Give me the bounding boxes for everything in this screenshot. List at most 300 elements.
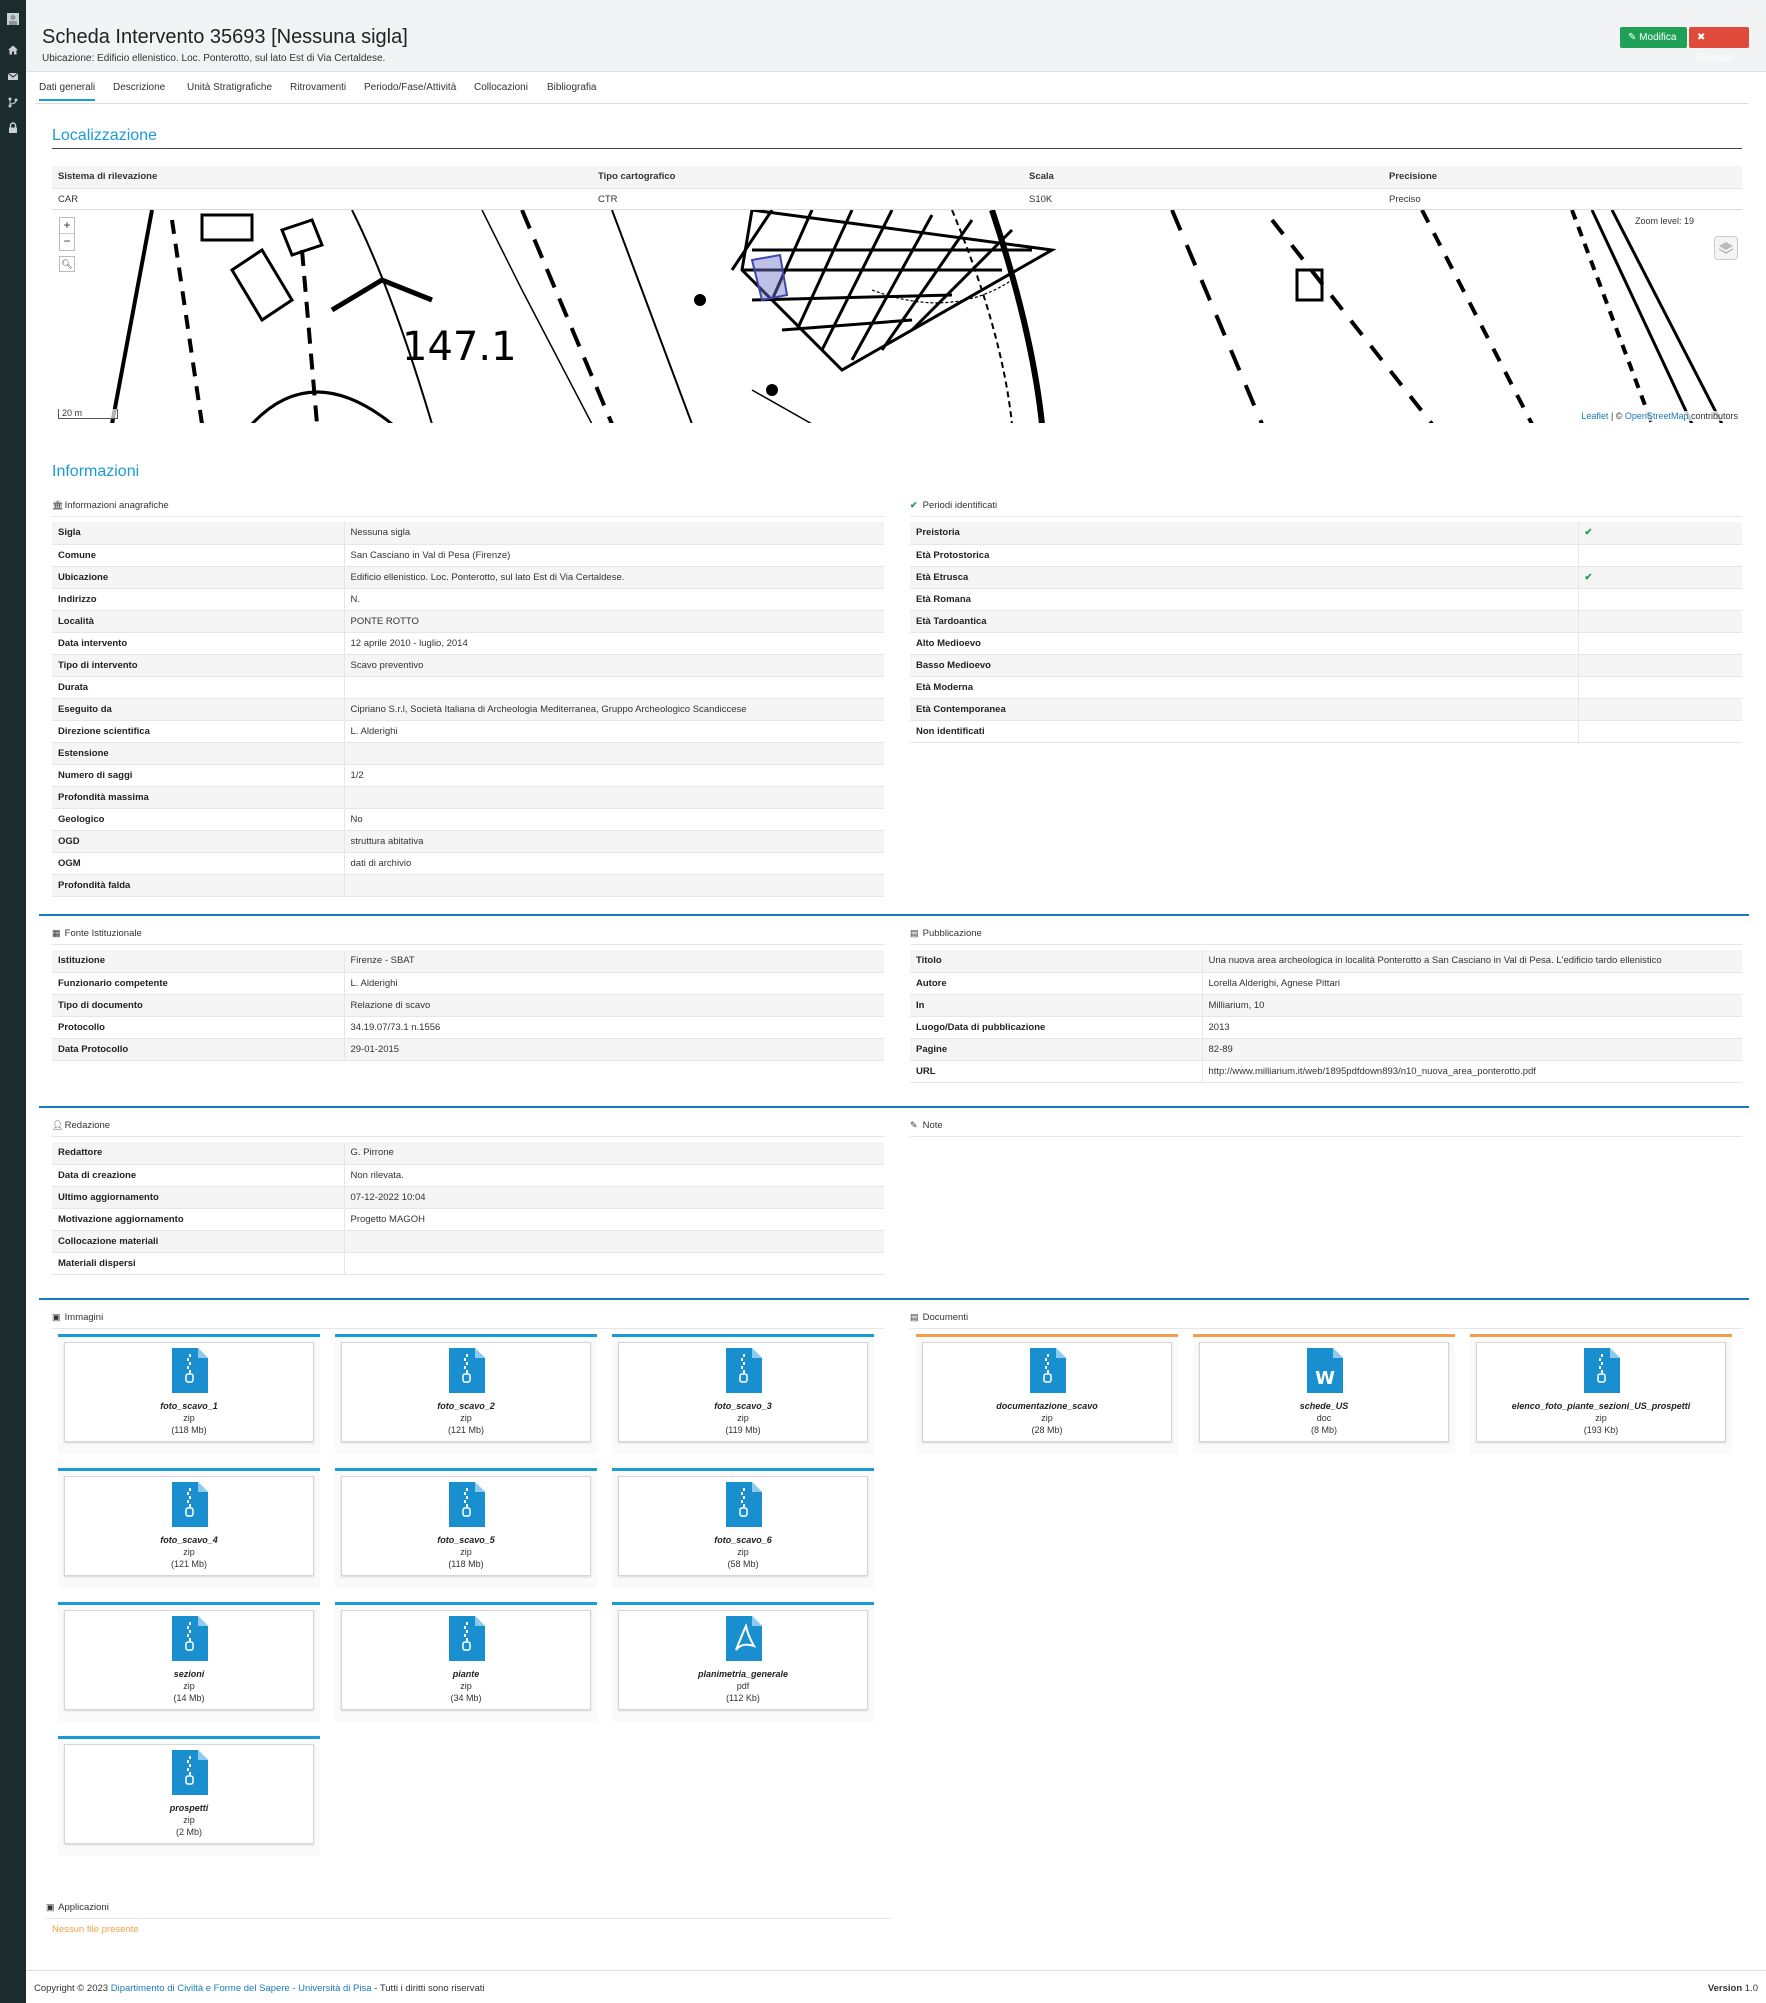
row-value: struttura abitativa (344, 830, 884, 852)
table-row (52, 1038, 884, 1060)
row-label: Geologico (52, 808, 344, 830)
row-label: Direzione scientifica (52, 720, 344, 742)
table-row (52, 808, 884, 830)
row-value: 2013 (1202, 1016, 1742, 1038)
table-row (910, 632, 1742, 654)
user-avatar-icon[interactable] (6, 12, 20, 26)
row-label: Indirizzo (52, 588, 344, 610)
panel-title: Informazioni anagrafiche (64, 500, 169, 511)
tab-bar (35, 74, 1749, 104)
pdf-file-icon (726, 1616, 762, 1661)
file-name: documentazione_scavo (996, 1401, 1098, 1411)
row-value (344, 786, 884, 808)
file-extension: zip (1595, 1413, 1607, 1423)
row-label: Eseguito da (52, 698, 344, 720)
file-name: sezioni (173, 1669, 205, 1679)
row-label: Motivazione aggiornamento (52, 1208, 344, 1230)
file-download-link[interactable] (341, 1476, 591, 1576)
period-check (1578, 588, 1742, 610)
file-extension: zip (737, 1413, 749, 1423)
panel-title: Redazione (64, 1120, 111, 1131)
table-row (910, 566, 1742, 588)
file-name: foto_scavo_1 (160, 1401, 218, 1411)
file-download-link[interactable] (341, 1342, 591, 1442)
remove-button-label: Rimuovi (1697, 53, 1734, 64)
svg-text:W: W (1315, 1368, 1335, 1389)
row-label: Autore (910, 972, 1202, 994)
table-row (910, 544, 1742, 566)
attribution-separator: | © (1608, 411, 1625, 421)
row-value: dati di archivio (344, 852, 884, 874)
row-value: No (344, 808, 884, 830)
version-number: 1.0 (1744, 1983, 1758, 1994)
close-icon: ✖ (1697, 32, 1706, 43)
row-label: Pagine (910, 1038, 1202, 1060)
table-row (52, 874, 884, 896)
file-extension: pdf (736, 1681, 750, 1691)
zip-file-icon (172, 1750, 208, 1795)
home-icon[interactable] (6, 44, 20, 58)
row-value (344, 742, 884, 764)
table-row (52, 1230, 884, 1252)
row-label: Età Contemporanea (910, 698, 1578, 720)
table-cell: S10K (1023, 188, 1383, 210)
fonte-table (52, 950, 884, 1061)
zip-file-icon (449, 1616, 485, 1661)
table-row (52, 566, 884, 588)
file-size: (119 Mb) (725, 1425, 761, 1435)
image-icon: ▣ (52, 1312, 61, 1322)
file-size: (118 Mb) (448, 1559, 484, 1569)
file-card (335, 1468, 597, 1588)
book-icon: ▤ (910, 928, 919, 938)
file-download-link[interactable] (618, 1610, 868, 1710)
file-size: (121 Mb) (170, 1559, 207, 1569)
map-search-icon[interactable]: 🔍︎ (59, 256, 75, 272)
file-download-link[interactable] (64, 1610, 314, 1710)
mail-icon[interactable] (6, 70, 20, 84)
file-name: foto_scavo_6 (714, 1535, 772, 1545)
file-download-link[interactable] (1476, 1342, 1726, 1442)
row-label: Istituzione (52, 950, 344, 972)
anagrafica-header (52, 500, 884, 517)
tab-descrizione[interactable]: Descrizione (113, 82, 166, 93)
col-header: Sistema di rilevazione (52, 166, 592, 188)
file-name: planimetria_generale (697, 1669, 789, 1679)
zip-file-icon (172, 1616, 208, 1661)
panel-title: Periodi identificati (922, 500, 998, 511)
period-check (1578, 544, 1742, 566)
row-label: Funzionario competente (52, 972, 344, 994)
sidebar (0, 0, 26, 2003)
file-download-link[interactable] (64, 1744, 314, 1844)
edit-icon: ✎ (1628, 32, 1640, 43)
table-row (52, 1186, 884, 1208)
table-row (52, 1016, 884, 1038)
file-name: foto_scavo_5 (437, 1535, 495, 1545)
file-download-link[interactable] (618, 1476, 868, 1576)
zip-file-icon (1584, 1348, 1620, 1393)
periodi-table (910, 522, 1742, 743)
row-label: Basso Medioevo (910, 654, 1578, 676)
row-label: Non identificati (910, 720, 1578, 742)
immagini-header (52, 1312, 884, 1329)
row-label: In (910, 994, 1202, 1016)
file-size: (118 Mb) (171, 1425, 207, 1435)
row-value (344, 676, 884, 698)
redazione-header (52, 1120, 884, 1137)
table-row (910, 950, 1742, 972)
zoom-in-button[interactable]: + (60, 218, 74, 234)
file-card (916, 1334, 1178, 1454)
row-label: Data di creazione (52, 1164, 344, 1186)
row-label: Titolo (910, 950, 1202, 972)
file-card (1193, 1334, 1455, 1454)
documenti-header (910, 1312, 1742, 1329)
zip-file-icon (726, 1482, 762, 1527)
row-label: Collocazione materiali (52, 1230, 344, 1252)
file-card (335, 1602, 597, 1722)
file-name: schede_US (1299, 1401, 1349, 1411)
row-label: Sigla (52, 522, 344, 544)
table-row (52, 632, 884, 654)
table-cell: CTR (592, 188, 1023, 210)
table-row (910, 588, 1742, 610)
table-row (910, 994, 1742, 1016)
row-value: Firenze - SBAT (344, 950, 884, 972)
pubblicazione-table (910, 950, 1742, 1083)
copyright (34, 1983, 485, 1994)
row-label: Numero di saggi (52, 764, 344, 786)
row-label: Preistoria (910, 522, 1578, 544)
file-name: foto_scavo_4 (160, 1535, 218, 1545)
zip-file-icon (449, 1482, 485, 1527)
file-extension: zip (183, 1815, 195, 1825)
row-label: Profondità falda (52, 874, 344, 896)
anagrafica-table (52, 522, 884, 897)
tab-ritrovamenti[interactable]: Ritrovamenti (290, 82, 347, 93)
panel-title: Pubblicazione (922, 928, 982, 939)
table-row (52, 698, 884, 720)
section-divider (39, 1106, 1749, 1108)
file-extension: zip (183, 1681, 195, 1691)
file-card (58, 1468, 320, 1588)
file-extension: zip (460, 1413, 472, 1423)
zip-file-icon (172, 1482, 208, 1527)
row-label: Protocollo (52, 1016, 344, 1038)
file-name: piante (452, 1669, 480, 1679)
table-row (52, 950, 884, 972)
row-value: 29-01-2015 (344, 1038, 884, 1060)
zip-file-icon (1030, 1348, 1066, 1393)
rights-text: - Tutti i diritti sono riservati (371, 1983, 485, 1994)
file-size: (58 Mb) (727, 1559, 759, 1569)
table-row (52, 1252, 884, 1274)
file-extension: zip (183, 1547, 195, 1557)
doc-file-icon (1307, 1348, 1343, 1393)
table-row (52, 610, 884, 632)
zip-file-icon (172, 1348, 208, 1393)
copyright-text: Copyright © 2023 (34, 1983, 111, 1994)
row-value: Non rilevata. (344, 1164, 884, 1186)
table-row (910, 972, 1742, 994)
row-label: Ultimo aggiornamento (52, 1186, 344, 1208)
row-value: Nessuna sigla (344, 522, 884, 544)
file-card (612, 1602, 874, 1722)
table-row (910, 1038, 1742, 1060)
table-row (52, 742, 884, 764)
file-download-link[interactable] (64, 1342, 314, 1442)
applicazioni-header (46, 1902, 891, 1919)
row-label: Età Protostorica (910, 544, 1578, 566)
osm-link[interactable]: OpenStreetMap (1624, 411, 1689, 421)
table-row (52, 1208, 884, 1230)
content-panel (39, 105, 1749, 1945)
zip-file-icon (449, 1348, 485, 1393)
file-card (612, 1334, 874, 1454)
file-card (1470, 1334, 1732, 1454)
file-size: (34 Mb) (450, 1693, 482, 1703)
leaflet-link[interactable]: Leaflet (1581, 411, 1609, 421)
tab-dati-generali[interactable]: Dati generali (39, 82, 95, 101)
file-download-link[interactable] (922, 1342, 1172, 1442)
row-value: L. Alderighi (344, 972, 884, 994)
row-label: Durata (52, 676, 344, 698)
col-header: Scala (1023, 166, 1383, 188)
row-label: Ubicazione (52, 566, 344, 588)
file-download-link[interactable] (64, 1476, 314, 1576)
no-files-message: Nessun file presente (52, 1924, 139, 1935)
page-header (26, 0, 1766, 72)
row-value: 82-89 (1202, 1038, 1742, 1060)
zoom-level-readout: Zoom level: 19 (1634, 216, 1694, 226)
row-value: Edificio ellenistico. Loc. Ponterotto, sul lato Est di Via Certaldese. (344, 566, 884, 588)
row-value: Milliarium, 10 (1202, 994, 1742, 1016)
informazioni-title: Informazioni (52, 463, 140, 480)
row-value: Relazione di scavo (344, 994, 884, 1016)
file-download-link[interactable] (1199, 1342, 1449, 1442)
period-check (1578, 610, 1742, 632)
table-row (910, 1060, 1742, 1082)
row-label: Estensione (52, 742, 344, 764)
col-header: Tipo cartografico (592, 166, 1023, 188)
row-value: 34.19.07/73.1 n.1556 (344, 1016, 884, 1038)
file-size: (8 Mb) (1310, 1425, 1337, 1435)
table-row (910, 522, 1742, 544)
panel-title: Fonte Istituzionale (64, 928, 142, 939)
map-view[interactable] (52, 209, 1742, 423)
tab-periodo[interactable]: Periodo/Fase/Attività (364, 82, 457, 93)
row-value: Scavo preventivo (344, 654, 884, 676)
file-size: (14 Mb) (173, 1693, 205, 1703)
row-label: Data intervento (52, 632, 344, 654)
table-row (910, 1016, 1742, 1038)
file-card (335, 1334, 597, 1454)
note-header (910, 1120, 1742, 1137)
zoom-out-button[interactable]: − (63, 234, 71, 248)
tab-unita-stratigrafiche[interactable]: Unità Stratigrafiche (187, 82, 273, 93)
version-label: Version (1707, 1983, 1743, 1994)
file-size: (2 Mb) (175, 1827, 202, 1837)
row-label: Località (52, 610, 344, 632)
redazione-table (52, 1142, 884, 1275)
period-check (1578, 676, 1742, 698)
periodi-header (910, 500, 1742, 517)
zip-file-icon (726, 1348, 762, 1393)
version (1708, 1983, 1758, 1994)
row-label: Luogo/Data di pubblicazione (910, 1016, 1202, 1038)
period-check: ✔ (1578, 522, 1742, 544)
user-icon: 👤︎ (52, 1120, 64, 1130)
row-label: Età Moderna (910, 676, 1578, 698)
table-row (52, 1142, 884, 1164)
row-value: San Casciano in Val di Pesa (Firenze) (344, 544, 884, 566)
period-check: ✔ (1578, 566, 1742, 588)
table-row (52, 522, 884, 544)
department-link[interactable]: Dipartimento di Civiltà e Forme del Sapere - Università di Pisa (110, 1983, 372, 1994)
col-header: Precisione (1383, 166, 1742, 188)
table-cell: Preciso (1383, 188, 1742, 210)
table-row (52, 830, 884, 852)
file-size: (193 Kb) (1583, 1425, 1619, 1435)
table-row (52, 720, 884, 742)
table-cell: CAR (52, 188, 592, 210)
layers-icon[interactable] (1714, 236, 1738, 260)
footer (26, 1970, 1766, 2003)
pubblicazione-header (910, 928, 1742, 945)
table-row (910, 720, 1742, 742)
main-area (26, 0, 1766, 1970)
map-elevation-label: 147.1 (402, 324, 517, 370)
row-value: Cipriano S.r.l, Società Italiana di Archeologia Mediterranea, Gruppo Archeologico Scandiccese (344, 698, 884, 720)
row-label: Età Romana (910, 588, 1578, 610)
period-check (1578, 698, 1742, 720)
map-scale: 20 m (58, 409, 118, 419)
row-label: Data Protocollo (52, 1038, 344, 1060)
institution-icon: 🏛︎ (52, 500, 64, 510)
file-name: foto_scavo_2 (437, 1401, 495, 1411)
row-label: Comune (52, 544, 344, 566)
row-value: 07-12-2022 10:04 (344, 1186, 884, 1208)
table-row (52, 1164, 884, 1186)
lock-icon[interactable] (6, 122, 20, 136)
fonte-header (52, 928, 884, 945)
file-size: (28 Mb) (1031, 1425, 1063, 1435)
table-row (52, 972, 884, 994)
row-label: Redattore (52, 1142, 344, 1164)
table-row (910, 654, 1742, 676)
page-subtitle: Ubicazione: Edificio ellenistico. Loc. Ponterotto, sul lato Est di Via Certaldese. (42, 53, 386, 64)
file-extension: zip (737, 1547, 749, 1557)
table-row (52, 786, 884, 808)
row-value: N. (344, 588, 884, 610)
panel-title: Applicazioni (58, 1902, 109, 1913)
file-name: prospetti (169, 1803, 209, 1813)
branch-icon[interactable] (6, 96, 20, 110)
tab-collocazioni[interactable]: Collocazioni (474, 82, 528, 93)
localizzazione-title: Localizzazione (52, 127, 157, 144)
row-label: Età Etrusca (910, 566, 1578, 588)
file-extension: zip (460, 1681, 472, 1691)
table-row (52, 852, 884, 874)
file-name: foto_scavo_3 (714, 1401, 772, 1411)
tab-bibliografia[interactable]: Bibliografia (547, 82, 597, 93)
file-download-link[interactable] (618, 1342, 868, 1442)
row-label: Tipo di documento (52, 994, 344, 1016)
row-value (344, 874, 884, 896)
file-card (58, 1602, 320, 1722)
row-label: Tipo di intervento (52, 654, 344, 676)
edit-button-label: Modifica (1639, 32, 1677, 43)
building-icon: ▦ (52, 928, 61, 938)
section-divider (39, 914, 1749, 916)
table-row (52, 676, 884, 698)
file-size: (112 Kb) (726, 1693, 760, 1703)
map-tiles (52, 210, 1742, 423)
table-row (52, 994, 884, 1016)
row-label: Età Tardoantica (910, 610, 1578, 632)
row-value: PONTE ROTTO (344, 610, 884, 632)
row-value: Una nuova area archeologica in località Ponterotto a San Casciano in Val di Pesa. L'edificio tardo ellenistico (1202, 950, 1742, 972)
row-value: 12 aprile 2010 - luglio, 2014 (344, 632, 884, 654)
panel-title: Documenti (922, 1312, 969, 1323)
row-label: Alto Medioevo (910, 632, 1578, 654)
table-row (910, 610, 1742, 632)
row-label: OGD (52, 830, 344, 852)
row-label: URL (910, 1060, 1202, 1082)
edit-button[interactable] (1620, 27, 1687, 48)
zoom-control (59, 217, 75, 251)
row-value: G. Pirrone (344, 1142, 884, 1164)
file-card (612, 1468, 874, 1588)
table-row (52, 544, 884, 566)
file-extension: doc (1316, 1413, 1332, 1423)
file-download-link[interactable] (341, 1610, 591, 1710)
check-icon: ✔ (910, 500, 918, 510)
row-label: Profondità massima (52, 786, 344, 808)
row-label: Materiali dispersi (52, 1252, 344, 1274)
row-value: http://www.milliarium.it/web/1895pdfdown893/n10_nuova_area_ponterotto.pdf (1202, 1060, 1742, 1082)
section-divider (52, 148, 1742, 149)
row-value (344, 1252, 884, 1274)
table-row (910, 698, 1742, 720)
row-value: L. Alderighi (344, 720, 884, 742)
row-value: Progetto MAGOH (344, 1208, 884, 1230)
table-row (52, 654, 884, 676)
file-name: elenco_foto_piante_sezioni_US_prospetti (1511, 1401, 1691, 1411)
file-extension: zip (183, 1413, 195, 1423)
row-value (344, 1230, 884, 1252)
remove-button[interactable] (1689, 27, 1749, 64)
map-attribution (1579, 411, 1740, 421)
period-check (1578, 654, 1742, 676)
section-divider (39, 1298, 1749, 1300)
period-check (1578, 632, 1742, 654)
attribution-tail: contributors (1688, 411, 1738, 421)
page-title: Scheda Intervento 35693 [Nessuna sigla] (42, 26, 408, 48)
table-row (52, 588, 884, 610)
row-value: Lorella Alderighi, Agnese Pittari (1202, 972, 1742, 994)
panel-title: Immagini (64, 1312, 104, 1323)
panel-title: Note (922, 1120, 943, 1131)
file-extension: zip (460, 1547, 472, 1557)
table-row (910, 676, 1742, 698)
file-extension: zip (1041, 1413, 1053, 1423)
file-card (58, 1334, 320, 1454)
period-check (1578, 720, 1742, 742)
file-card (58, 1736, 320, 1856)
localizzazione-table (52, 166, 1742, 211)
